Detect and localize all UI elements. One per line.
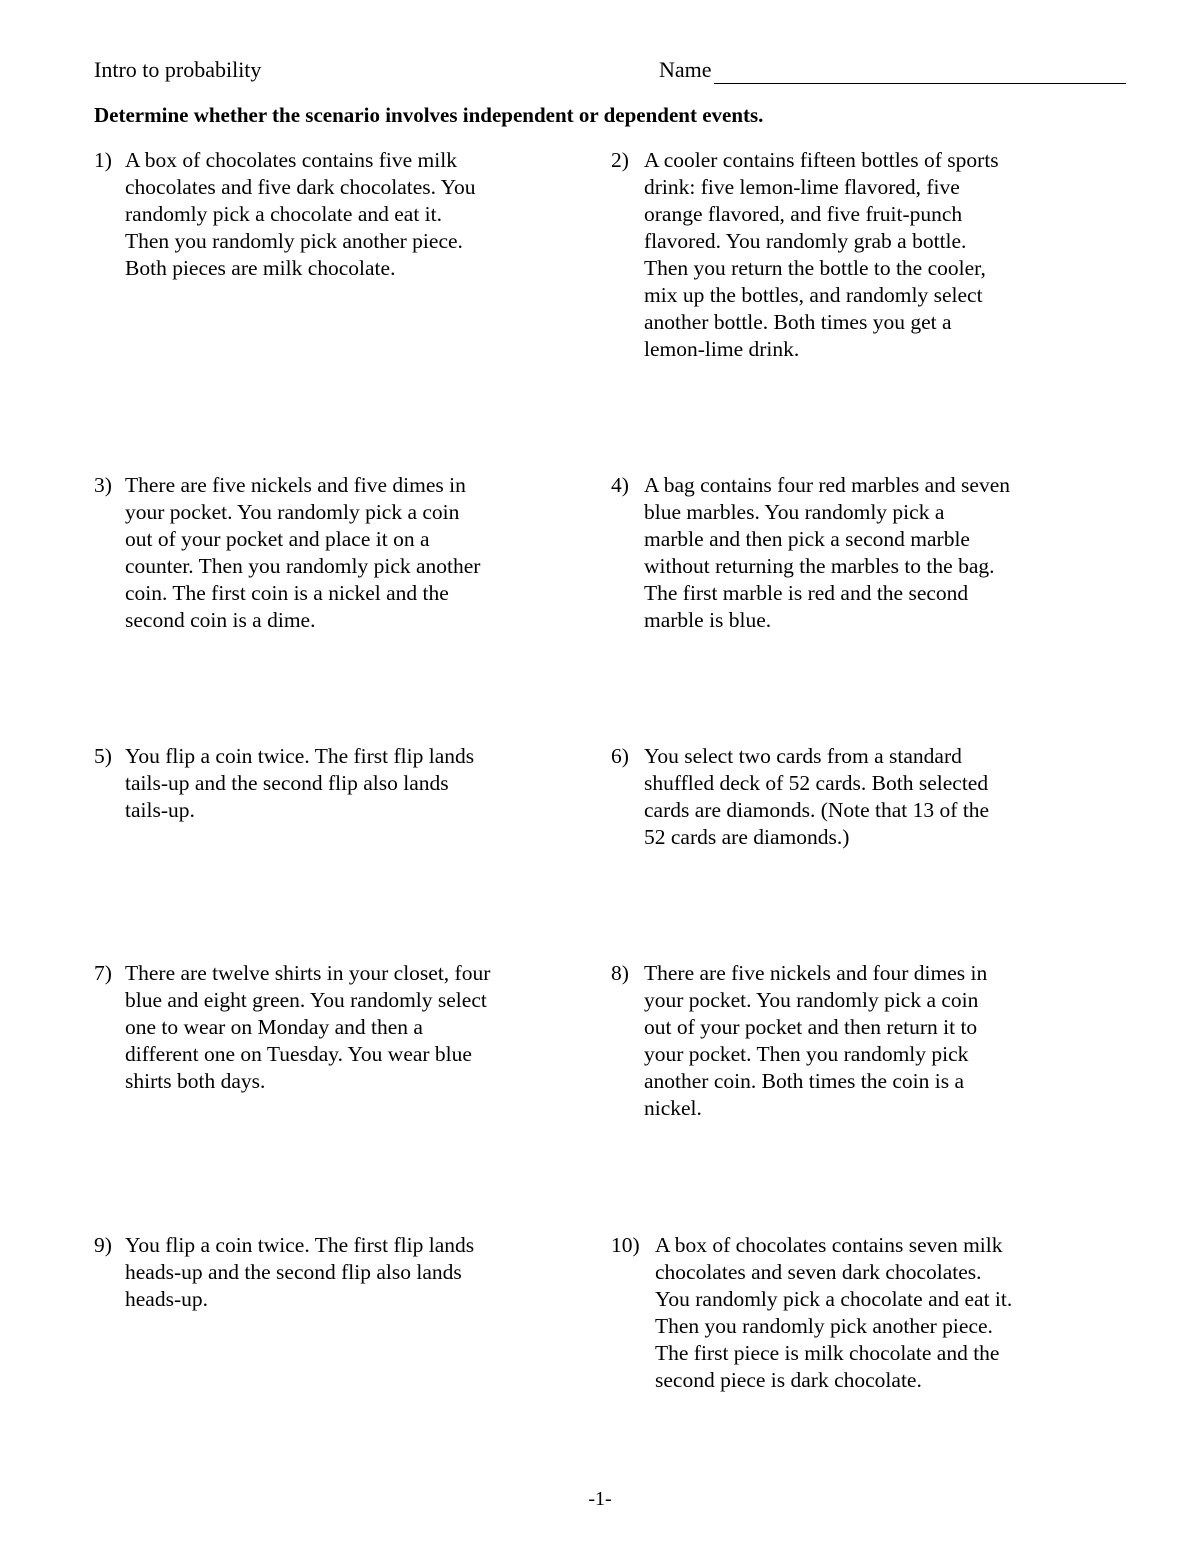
problem-2 <box>611 147 1081 363</box>
problem-7 <box>94 960 554 1095</box>
problem-number: 3) <box>94 473 112 497</box>
problem-number: 8) <box>611 961 629 985</box>
problem-number: 6) <box>611 744 629 768</box>
problem-text: There are five nickels and four dimes in your pocket. You randomly pick a coin out of your pocket and then return it to your pocket. Then you randomly pick another coin. Both times the coin is a nickel. <box>644 961 988 1120</box>
problem-9 <box>94 1232 554 1313</box>
page-number: -1- <box>588 1488 612 1510</box>
problem-text: A box of chocolates contains seven milk chocolates and seven dark chocolates. You randomly pick a chocolate and eat it. Then you randomly pick another piece. The first piece is milk chocolate and the second piece is dark chocolate. <box>655 1233 1013 1392</box>
instructions: Determine whether the scenario involves independent or dependent events. <box>94 103 764 127</box>
problem-text: There are twelve shirts in your closet, four blue and eight green. You randomly select one to wear on Monday and then a different one on Tuesday. You wear blue shirts both days. <box>125 961 491 1093</box>
problem-4 <box>611 472 1081 634</box>
problem-text: You select two cards from a standard shuffled deck of 52 cards. Both selected cards are diamonds. (Note that 13 of the 52 cards are diamonds.) <box>644 744 990 849</box>
problem-number: 2) <box>611 148 629 172</box>
course-title: Intro to probability <box>94 57 262 82</box>
problem-number: 5) <box>94 744 112 768</box>
problem-6 <box>611 743 1081 851</box>
problem-text: A cooler contains fifteen bottles of sports drink: five lemon-lime flavored, five orange flavored, and five fruit-punch flavored. You randomly grab a bottle. Then you return the bottle to the cooler, mix up the bottles, and randomly select another bottle. Both times you get a lemon-lime drink. <box>644 148 999 361</box>
problem-1 <box>94 147 554 282</box>
name-field <box>659 56 1126 84</box>
problem-number: 9) <box>94 1233 112 1257</box>
name-label: Name <box>659 57 712 82</box>
problem-number: 1) <box>94 148 112 172</box>
problem-text: A bag contains four red marbles and seven blue marbles. You randomly pick a marble and then pick a second marble without returning the marbles to the bag. The first marble is red and the second marble is blue. <box>644 473 1010 632</box>
problem-number: 10) <box>611 1233 640 1257</box>
name-blank-line[interactable] <box>714 61 1126 84</box>
problem-8 <box>611 960 1081 1122</box>
problem-number: 4) <box>611 473 629 497</box>
problem-3 <box>94 472 554 634</box>
problem-text: A box of chocolates contains five milk chocolates and five dark chocolates. You randomly pick a chocolate and eat it. Then you randomly pick another piece. Both pieces are milk chocolate. <box>125 148 476 280</box>
problem-text: You flip a coin twice. The first flip lands heads-up and the second flip also lands heads-up. <box>125 1233 475 1311</box>
problem-text: You flip a coin twice. The first flip lands tails-up and the second flip also lands tails-up. <box>125 744 475 822</box>
problem-text: There are five nickels and five dimes in your pocket. You randomly pick a coin out of your pocket and place it on a counter. Then you randomly pick another coin. The first coin is a nickel and the second coin is a dime. <box>125 473 481 632</box>
problem-5 <box>94 743 554 824</box>
problem-10 <box>611 1232 1081 1394</box>
problem-number: 7) <box>94 961 112 985</box>
